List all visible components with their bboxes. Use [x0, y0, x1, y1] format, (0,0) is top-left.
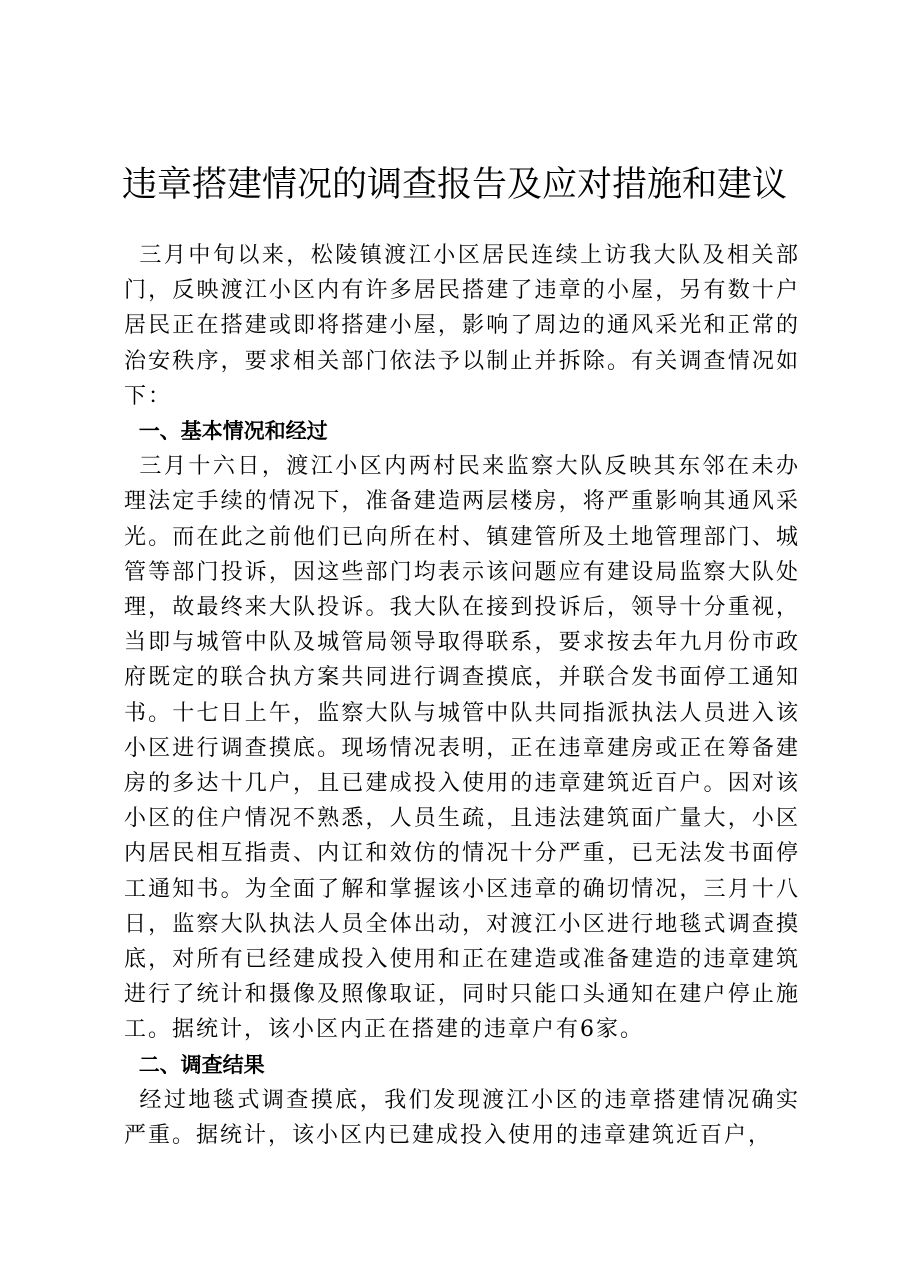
section-paragraph-basic-situation: 三月十六日，渡江小区内两村民来监察大队反映其东邻在未办理法定手续的情况下，准备建造两层楼房，将严重影响其通风采光。而在此之前他们已向所在村、镇建管所及土地管理部门、城管等部门投诉，因这些部门均表示该问题应有建设局监察大队处理，故最终来大队投诉。我大队在接到投诉后，领导十分重视，当即与城管中队及城管局领导取得联系，要求按去年九月份市政府既定的联合执方案共同进行调查摸底，并联合发书面停工通知书。十七日上午，监察大队与城管中队共同指派执法人员进入该小区进行调查摸底。现场情况表明，正在违章建房或正在筹备建房的多达十几户，且已建成投入使用的违章建筑近百户。因对该小区的住户情况不熟悉，人员生疏，且违法建筑面广量大，小区内居民相互指责、内讧和效仿的情况十分严重，已无法发书面停工通知书。为全面了解和掌握该小区违章的确切情况，三月十八日，监察大队执法人员全体出动，对渡江小区进行地毯式调查摸底，对所有已经建成投入使用和正在建造或准备建造的违章建筑进行了统计和摄像及照像取证，同时只能口头通知在建户停止施工。据统计，该小区内正在搭建的违章户有6家。 [124, 454, 800, 1043]
section-paragraph-investigation-result: 经过地毯式调查摸底，我们发现渡江小区的违章搭建情况确实严重。据统计，该小区内已建成投入使用的违章建筑近百户， [124, 1087, 800, 1149]
document-body [124, 238, 800, 1153]
section-heading-basic-situation: 一、基本情况和经过 [138, 419, 328, 444]
document-title: 违章搭建情况的调查报告及应对措施和建议 [121, 165, 787, 205]
intro-paragraph: 三月中旬以来，松陵镇渡江小区居民连续上访我大队及相关部门，反映渡江小区内有许多居民搭建了违章的小屋，另有数十户居民正在搭建或即将搭建小屋，影响了周边的通风采光和正常的治安秩序，要求相关部门依法予以制止并拆除。有关调查情况如下： [124, 243, 800, 409]
section-heading-investigation-result: 二、调查结果 [138, 1052, 265, 1077]
